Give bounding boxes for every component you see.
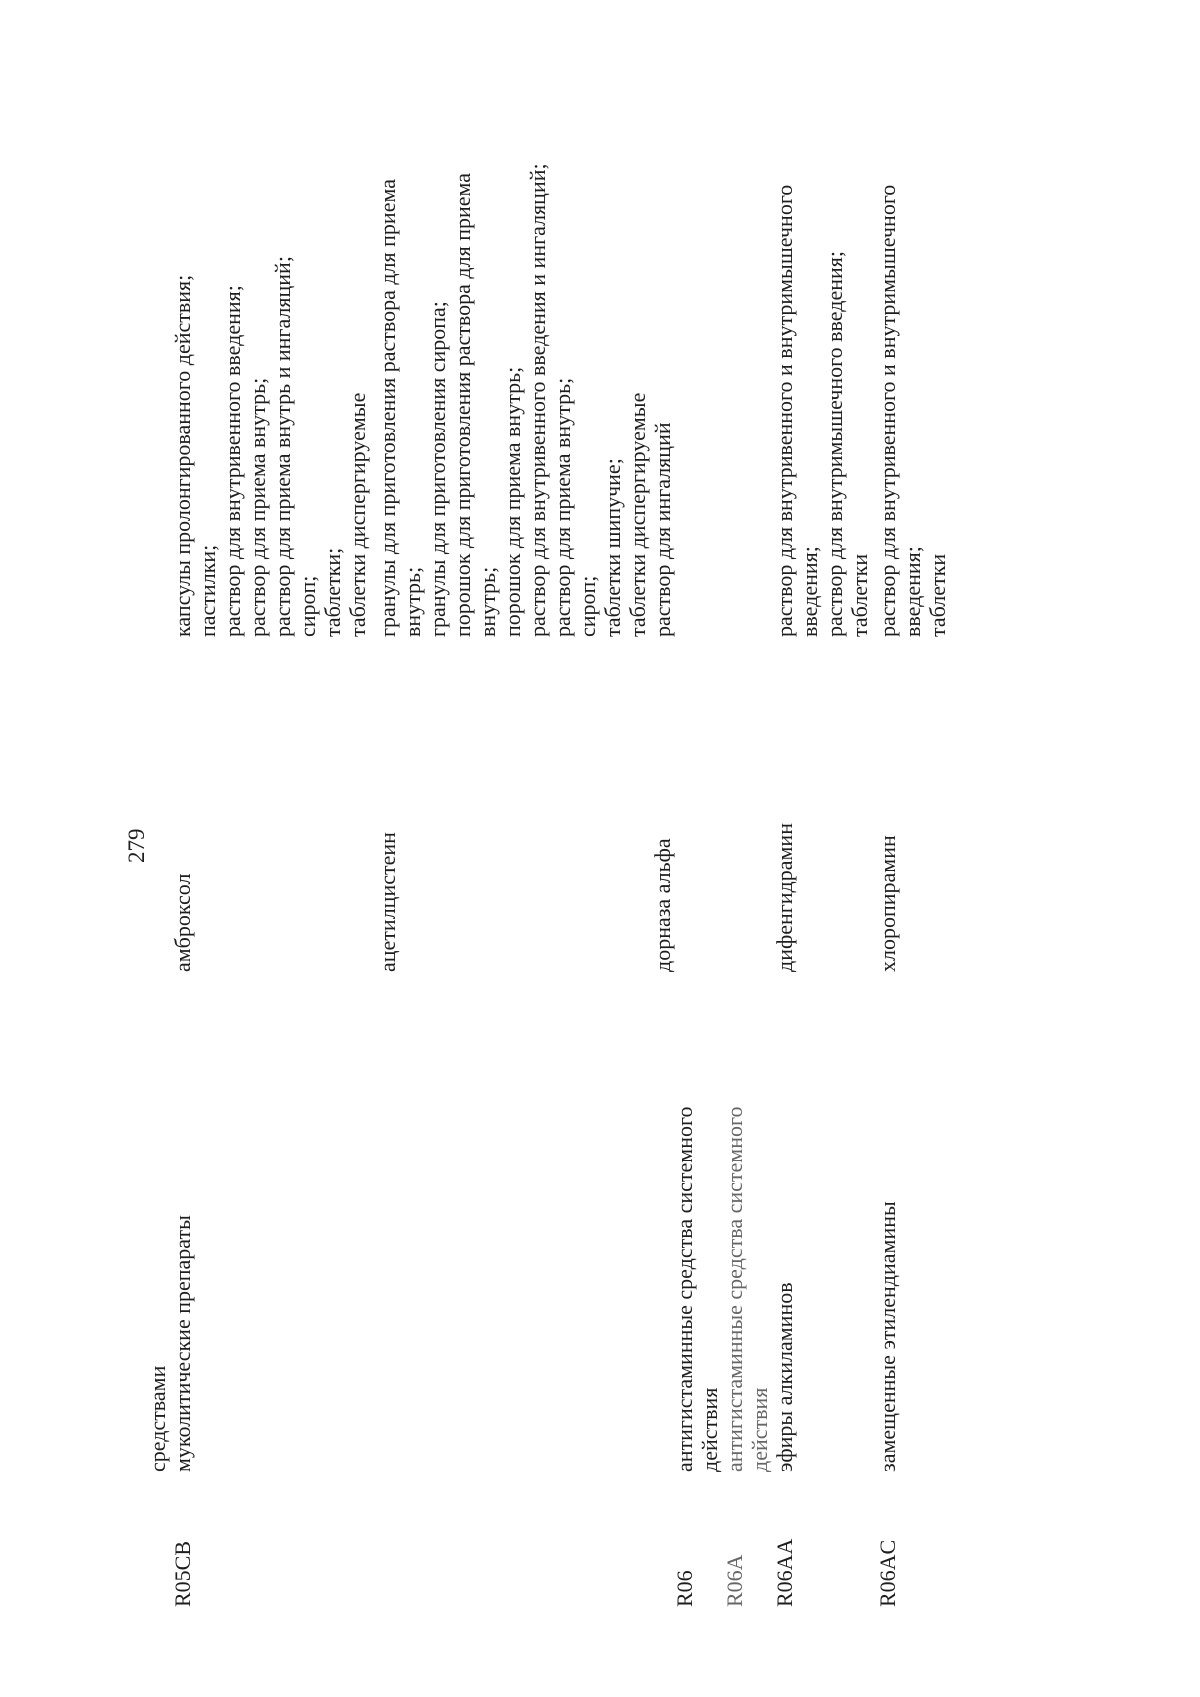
dosage-form: раствор для приема внутрь и ингаляций; <box>270 256 295 637</box>
class-name-line: антигистаминные средства системного <box>672 1106 697 1472</box>
dosage-form: внутрь; <box>400 566 425 637</box>
class-name <box>772 972 797 1472</box>
dosage-form: введения; <box>797 546 822 637</box>
dosage-form: раствор для внутримышечного введения; <box>822 250 847 637</box>
class-name <box>875 972 900 1472</box>
atc-code: R05CB <box>170 1540 195 1607</box>
dosage-form: раствор для внутривенного введения; <box>220 285 245 637</box>
dosage-form: раствор для приема внутрь; <box>550 377 575 637</box>
class-name <box>170 972 195 1472</box>
dosage-form: таблетки; <box>320 547 345 637</box>
dosage-forms <box>375 17 650 637</box>
dosage-form: гранулы для приготовления сиропа; <box>425 301 450 637</box>
dosage-form: введения; <box>900 546 925 637</box>
dosage-form: пастилки; <box>195 544 220 637</box>
class-name-line: действия <box>697 1387 722 1472</box>
class-name-line: эфиры алкиламинов <box>772 1282 797 1472</box>
dosage-forms <box>170 17 370 637</box>
dosage-forms <box>772 17 872 637</box>
dosage-forms <box>650 17 675 637</box>
dosage-form: таблетки <box>847 553 872 637</box>
dosage-form: таблетки шипучие; <box>600 458 625 637</box>
class-name-line: муколитические препараты <box>170 1215 195 1472</box>
atc-code: R06AA <box>772 1538 797 1607</box>
class-name-line: действия <box>747 1387 772 1472</box>
dosage-form: сироп; <box>295 575 320 637</box>
dosage-form: раствор для ингаляций <box>650 422 675 637</box>
dosage-form: сироп; <box>575 575 600 637</box>
dosage-form: раствор для внутривенного и внутримышечного <box>875 184 900 637</box>
class-name <box>145 972 170 1472</box>
class-name-line: замещенные этилендиамины <box>875 1201 900 1472</box>
drug-name: амброксол <box>170 873 195 972</box>
atc-code: R06A <box>722 1554 747 1607</box>
drug-name: дорназа альфа <box>650 838 675 972</box>
drug-name: дифенгидрамин <box>772 823 797 972</box>
dosage-form: таблетки диспергируемые <box>625 392 650 637</box>
dosage-form: раствор для внутривенного и внутримышечного <box>772 184 797 637</box>
drug-name: хлоропирамин <box>875 835 900 972</box>
dosage-form: капсулы пролонгированного действия; <box>170 274 195 637</box>
dosage-form: гранулы для приготовления раствора для приема <box>375 179 400 637</box>
page-number: 279 <box>124 828 149 863</box>
dosage-form: раствор для внутривенного введения и ингаляций; <box>525 163 550 637</box>
class-name-line: антигистаминные средства системного <box>722 1106 747 1472</box>
dosage-form: раствор для приема внутрь; <box>245 377 270 637</box>
class-name <box>672 972 722 1472</box>
dosage-form: внутрь; <box>475 566 500 637</box>
dosage-form: таблетки <box>925 553 950 637</box>
atc-code: R06AC <box>875 1539 900 1607</box>
dosage-form: порошок для приготовления раствора для приема <box>450 172 475 637</box>
atc-code: R06 <box>672 1570 697 1607</box>
dosage-form: таблетки диспергируемые <box>345 392 370 637</box>
drug-name: ацетилцистеин <box>375 832 400 972</box>
class-name-line: средствами <box>145 1365 170 1472</box>
class-name <box>722 972 772 1472</box>
dosage-forms <box>875 17 950 637</box>
dosage-form: порошок для приема внутрь; <box>500 366 525 637</box>
